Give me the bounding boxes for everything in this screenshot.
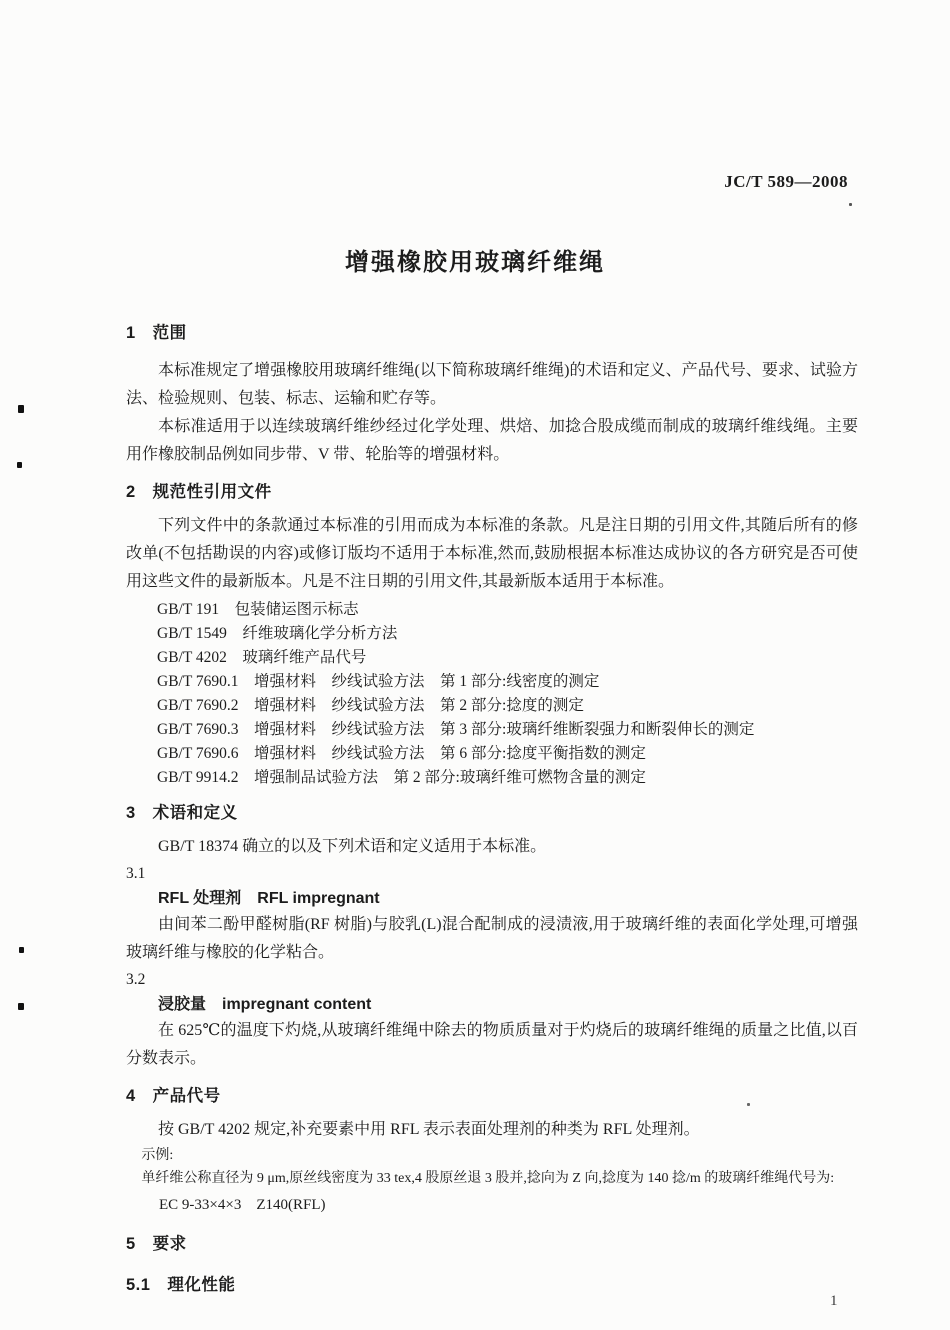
scan-artifact-dot [849, 203, 852, 206]
term-definition-3-1: 由间苯二酚甲醛树脂(RF 树脂)与胶乳(L)混合配制成的浸渍液,用于玻璃纤维的表面化学处理,可增强玻璃纤维与橡胶的化学粘合。 [126, 916, 858, 961]
reference-item: GB/T 7690.6 增强材料 纱线试验方法 第 6 部分:捻度平衡指数的测定 [157, 745, 646, 762]
section-1-paragraph-1: 本标准规定了增强橡胶用玻璃纤维绳(以下简称玻璃纤维绳)的术语和定义、产品代号、要求、试验方法、检验规则、包装、标志、运输和贮存等。 [126, 362, 858, 407]
term-number-3-2: 3.2 [126, 971, 146, 988]
section-1-paragraph-2: 本标准适用于以连续玻璃纤维纱经过化学处理、烘焙、加捻合股成缆而制成的玻璃纤维线绳。主要用作橡胶制品例如同步带、V 带、轮胎等的增强材料。 [126, 418, 858, 463]
term-number-3-1: 3.1 [126, 865, 146, 882]
reference-item: GB/T 1549 纤维玻璃化学分析方法 [157, 625, 398, 642]
scan-artifact-dot [18, 1003, 24, 1010]
reference-item: GB/T 7690.2 增强材料 纱线试验方法 第 2 部分:捻度的测定 [157, 697, 584, 714]
section-2-intro: 下列文件中的条款通过本标准的引用而成为本标准的条款。凡是注日期的引用文件,其随后所有的修改单(不包括勘误的内容)或修订版均不适用于本标准,然而,鼓励根据本标准达成协议的各方研究是否可使用这些文件的最新版本。凡是不注日期的引用文件,其最新版本适用于本标准。 [126, 517, 858, 590]
scan-artifact-dot [17, 462, 22, 468]
section-2-heading: 2 规范性引用文件 [126, 483, 272, 501]
reference-item: GB/T 7690.3 增强材料 纱线试验方法 第 3 部分:玻璃纤维断裂强力和断裂伸长的测定 [157, 721, 755, 738]
section-4-paragraph: 按 GB/T 4202 规定,补充要素中用 RFL 表示表面处理剂的种类为 RFL 处理剂。 [158, 1121, 700, 1138]
example-text: 单纤维公称直径为 9 μm,原丝线密度为 33 tex,4 股原丝退 3 股并,捻向为 Z 向,捻度为 140 捻/m 的玻璃纤维绳代号为: [141, 1171, 835, 1186]
reference-item: GB/T 191 包装储运图示标志 [157, 601, 359, 618]
section-4-heading: 4 产品代号 [126, 1087, 221, 1105]
reference-item: GB/T 4202 玻璃纤维产品代号 [157, 649, 367, 666]
reference-item: GB/T 9914.2 增强制品试验方法 第 2 部分:玻璃纤维可燃物含量的测定 [157, 769, 646, 786]
section-5-1-heading: 5.1 理化性能 [126, 1276, 236, 1294]
term-name-rfl-impregnant: RFL 处理剂 RFL impregnant [158, 890, 380, 907]
reference-item: GB/T 7690.1 增强材料 纱线试验方法 第 1 部分:线密度的测定 [157, 673, 600, 690]
scan-artifact-dot [18, 405, 24, 413]
page-content [126, 320, 858, 1299]
section-1-heading: 1 范围 [126, 324, 187, 342]
scan-artifact-dot [747, 1103, 750, 1106]
section-3-intro: GB/T 18374 确立的以及下列术语和定义适用于本标准。 [158, 838, 547, 855]
term-name-impregnant-content: 浸胶量 impregnant content [158, 996, 372, 1013]
example-product-code: EC 9-33×4×3 Z140(RFL) [159, 1197, 326, 1213]
normative-references-list [126, 598, 858, 790]
example-label: 示例: [141, 1148, 174, 1163]
page-number: 1 [830, 1293, 838, 1309]
term-definition-3-2: 在 625℃的温度下灼烧,从玻璃纤维绳中除去的物质质量对于灼烧后的玻璃纤维绳的质量之比值,以百分数表示。 [126, 1022, 858, 1067]
standard-code: JC/T 589—2008 [724, 172, 848, 191]
section-3-heading: 3 术语和定义 [126, 804, 238, 822]
document-title: 增强橡胶用玻璃纤维绳 [345, 249, 605, 276]
section-5-heading: 5 要求 [126, 1235, 187, 1253]
scan-artifact-dot [19, 947, 24, 953]
